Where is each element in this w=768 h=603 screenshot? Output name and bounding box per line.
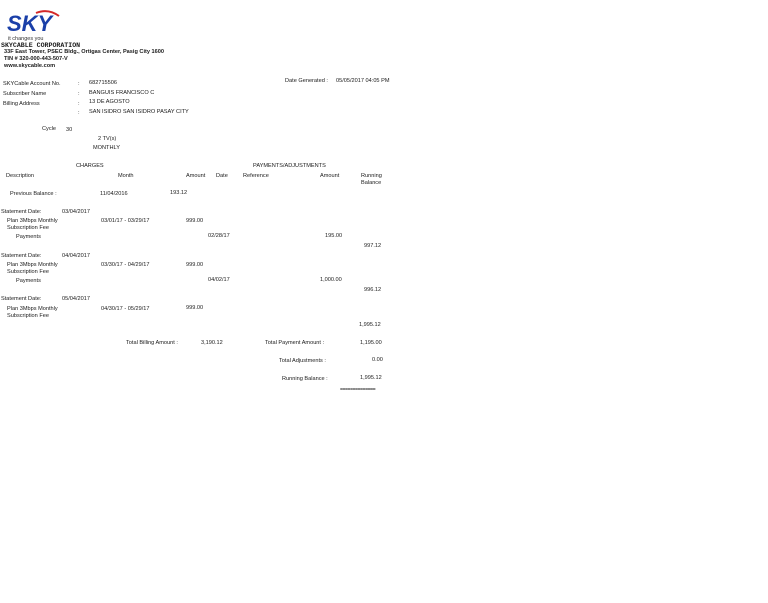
tv-count: 2 TV(s) bbox=[98, 136, 117, 142]
charge-amount: 999.00 bbox=[186, 218, 204, 224]
date-header: Date bbox=[216, 173, 228, 179]
running-header: Running bbox=[361, 173, 382, 179]
logo-text: SKY bbox=[7, 11, 53, 36]
payment-amount: 1,000.00 bbox=[320, 277, 342, 283]
colon: : bbox=[78, 91, 80, 97]
charge-description: Plan 3Mbps Monthly bbox=[7, 306, 58, 312]
running-balance: 996.12 bbox=[364, 287, 382, 293]
payments-label: Payments bbox=[16, 234, 41, 240]
charge-description-2: Subscription Fee bbox=[7, 225, 49, 231]
running-balance: 1,995.12 bbox=[359, 322, 381, 328]
charge-month: 03/30/17 - 04/29/17 bbox=[101, 262, 150, 268]
payment-amount-header: Amount bbox=[320, 173, 340, 179]
total-adjustments-amount: 0.00 bbox=[372, 357, 383, 363]
charge-description-2: Subscription Fee bbox=[7, 269, 49, 275]
company-name: SKYCABLE CORPORATION bbox=[1, 42, 81, 49]
statement-date-value: 05/04/2017 bbox=[62, 296, 90, 302]
charge-amount: 999.00 bbox=[186, 305, 204, 311]
charge-description-2: Subscription Fee bbox=[7, 313, 49, 319]
colon: : bbox=[78, 101, 80, 107]
total-billing-amount: 3,190.12 bbox=[201, 340, 223, 346]
subscriber-label: Subscriber Name bbox=[3, 91, 47, 97]
skycable-logo bbox=[3, 10, 65, 42]
balance-header: Balance bbox=[361, 180, 382, 186]
charge-month: 04/30/17 - 05/29/17 bbox=[101, 306, 150, 312]
cycle-label: Cycle bbox=[42, 126, 56, 132]
date-generated-value: 05/05/2017 04:05 PM bbox=[336, 78, 390, 84]
cycle-value: 30 bbox=[66, 127, 73, 133]
statement-date-label: Statement Date: bbox=[1, 296, 42, 302]
logo-tagline: it changes you bbox=[8, 36, 44, 42]
total-billing-label: Total Billing Amount : bbox=[126, 340, 178, 346]
charges-header: CHARGES bbox=[76, 163, 104, 169]
account-no-value: 682715506 bbox=[89, 80, 117, 86]
reference-header: Reference bbox=[243, 173, 269, 179]
statement-date-label: Statement Date: bbox=[1, 209, 42, 215]
company-website: www.skycable.com bbox=[4, 63, 56, 69]
statement-date-label: Statement Date: bbox=[1, 253, 42, 259]
charge-description: Plan 3Mbps Monthly bbox=[7, 218, 58, 224]
company-tin: TIN # 320-000-443-507-V bbox=[4, 56, 68, 62]
payment-date: 02/28/17 bbox=[208, 233, 230, 239]
address-line-2: SAN ISIDRO SAN ISIDRO PASAY CITY bbox=[89, 109, 189, 115]
company-address: 33F East Tower, PSEC Bldg., Ortigas Center, Pasig City 1600 bbox=[4, 49, 164, 55]
double-underline: ============== bbox=[340, 387, 376, 393]
month-header: Month bbox=[118, 173, 134, 179]
previous-balance-label: Previous Balance : bbox=[10, 191, 57, 197]
account-no-label: SKYCable Account No. bbox=[3, 81, 61, 87]
subscriber-value: BANGUIS FRANCISCO C bbox=[89, 90, 155, 96]
billing-address-label: Billing Address bbox=[3, 101, 40, 107]
statement-date-value: 04/04/2017 bbox=[62, 253, 90, 259]
running-balance-label: Running Balance : bbox=[282, 376, 328, 382]
charge-amount: 999.00 bbox=[186, 262, 204, 268]
billing-frequency: MONTHLY bbox=[93, 145, 120, 151]
previous-balance-date: 11/04/2016 bbox=[100, 191, 128, 197]
total-payment-label: Total Payment Amount : bbox=[265, 340, 325, 346]
running-balance: 997.12 bbox=[364, 243, 382, 249]
colon: : bbox=[78, 110, 80, 116]
payment-amount: 195.00 bbox=[325, 233, 343, 239]
date-generated-label: Date Generated : bbox=[285, 78, 328, 84]
previous-balance-amount: 193.12 bbox=[170, 190, 188, 196]
amount-header: Amount bbox=[186, 173, 206, 179]
charge-description: Plan 3Mbps Monthly bbox=[7, 262, 58, 268]
running-balance-total: 1,995.12 bbox=[360, 375, 382, 381]
statement-date-value: 03/04/2017 bbox=[62, 209, 90, 215]
total-adjustments-label: Total Adjustments : bbox=[279, 358, 326, 364]
description-header: Description bbox=[6, 173, 34, 179]
payments-label: Payments bbox=[16, 278, 41, 284]
total-payment-amount: 1,195.00 bbox=[360, 340, 382, 346]
charge-month: 03/01/17 - 03/29/17 bbox=[101, 218, 150, 224]
colon: : bbox=[78, 81, 80, 87]
address-line-1: 13 DE AGOSTO bbox=[89, 99, 130, 105]
payments-adjustments-header: PAYMENTS/ADJUSTMENTS bbox=[253, 163, 326, 169]
payment-date: 04/02/17 bbox=[208, 277, 230, 283]
